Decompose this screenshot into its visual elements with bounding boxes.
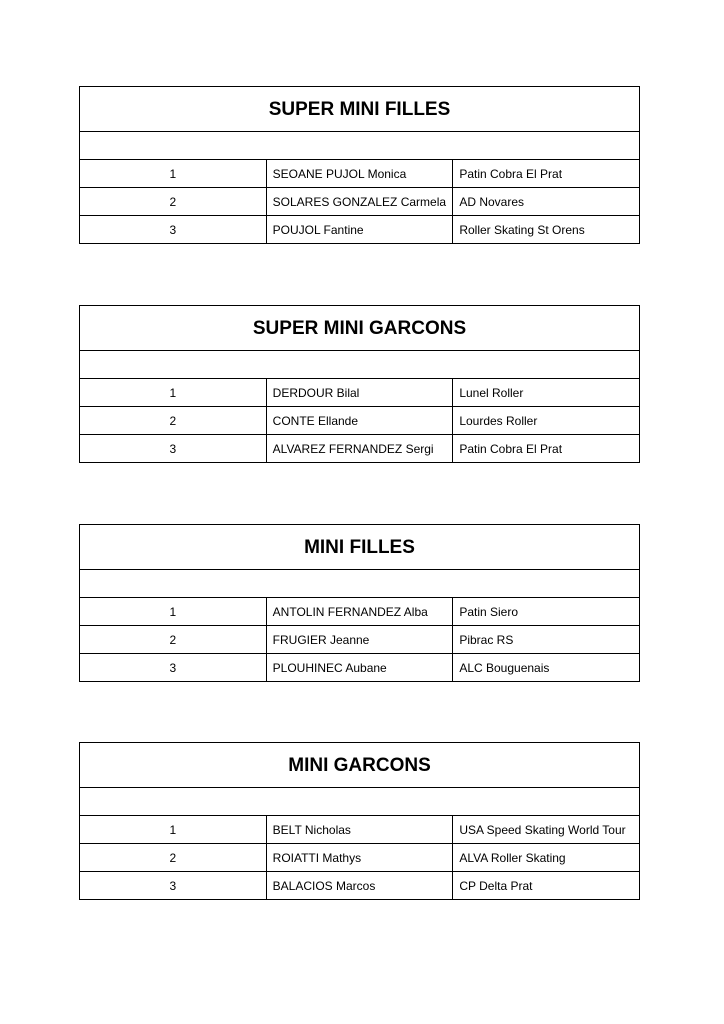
club-cell: Patin Cobra El Prat — [453, 435, 640, 463]
skater-name-cell: DERDOUR Bilal — [266, 379, 453, 407]
skater-name-cell: BALACIOS Marcos — [266, 872, 453, 900]
skater-name-cell: FRUGIER Jeanne — [266, 626, 453, 654]
club-cell: Roller Skating St Orens — [453, 216, 640, 244]
rank-cell: 1 — [80, 379, 267, 407]
category-title: SUPER MINI FILLES — [80, 87, 640, 132]
table-row — [80, 160, 640, 188]
table-row — [80, 626, 640, 654]
rank-cell: 1 — [80, 598, 267, 626]
club-cell: Lunel Roller — [453, 379, 640, 407]
rank-cell: 3 — [80, 872, 267, 900]
blank-row — [80, 351, 640, 379]
skater-name-cell: ROIATTI Mathys — [266, 844, 453, 872]
blank-row — [80, 132, 640, 160]
skater-name-cell: POUJOL Fantine — [266, 216, 453, 244]
table-row — [80, 598, 640, 626]
club-cell: CP Delta Prat — [453, 872, 640, 900]
rank-cell: 2 — [80, 626, 267, 654]
rank-cell: 2 — [80, 844, 267, 872]
skater-name-cell: ALVAREZ FERNANDEZ Sergi — [266, 435, 453, 463]
table-row — [80, 407, 640, 435]
rank-cell: 2 — [80, 407, 267, 435]
club-cell: Lourdes Roller — [453, 407, 640, 435]
table-row — [80, 379, 640, 407]
category-title: SUPER MINI GARCONS — [80, 306, 640, 351]
category-title: MINI FILLES — [80, 525, 640, 570]
category-title: MINI GARCONS — [80, 743, 640, 788]
club-cell: AD Novares — [453, 188, 640, 216]
skater-name-cell: CONTE Ellande — [266, 407, 453, 435]
club-cell: Patin Siero — [453, 598, 640, 626]
club-cell: ALVA Roller Skating — [453, 844, 640, 872]
table-row — [80, 216, 640, 244]
results-table-super-mini-filles — [79, 86, 640, 244]
skater-name-cell: SEOANE PUJOL Monica — [266, 160, 453, 188]
results-table-super-mini-garcons — [79, 305, 640, 463]
rank-cell: 1 — [80, 160, 267, 188]
table-row — [80, 816, 640, 844]
skater-name-cell: BELT Nicholas — [266, 816, 453, 844]
club-cell: Pibrac RS — [453, 626, 640, 654]
skater-name-cell: PLOUHINEC Aubane — [266, 654, 453, 682]
skater-name-cell: SOLARES GONZALEZ Carmela — [266, 188, 453, 216]
table-row — [80, 844, 640, 872]
rank-cell: 3 — [80, 654, 267, 682]
rank-cell: 3 — [80, 435, 267, 463]
results-table-mini-filles — [79, 524, 640, 682]
club-cell: USA Speed Skating World Tour — [453, 816, 640, 844]
rank-cell: 3 — [80, 216, 267, 244]
club-cell: Patin Cobra El Prat — [453, 160, 640, 188]
rank-cell: 1 — [80, 816, 267, 844]
club-cell: ALC Bouguenais — [453, 654, 640, 682]
blank-row — [80, 570, 640, 598]
skater-name-cell: ANTOLIN FERNANDEZ Alba — [266, 598, 453, 626]
rank-cell: 2 — [80, 188, 267, 216]
table-row — [80, 872, 640, 900]
table-row — [80, 654, 640, 682]
blank-row — [80, 788, 640, 816]
table-row — [80, 435, 640, 463]
results-table-mini-garcons — [79, 742, 640, 900]
table-row — [80, 188, 640, 216]
